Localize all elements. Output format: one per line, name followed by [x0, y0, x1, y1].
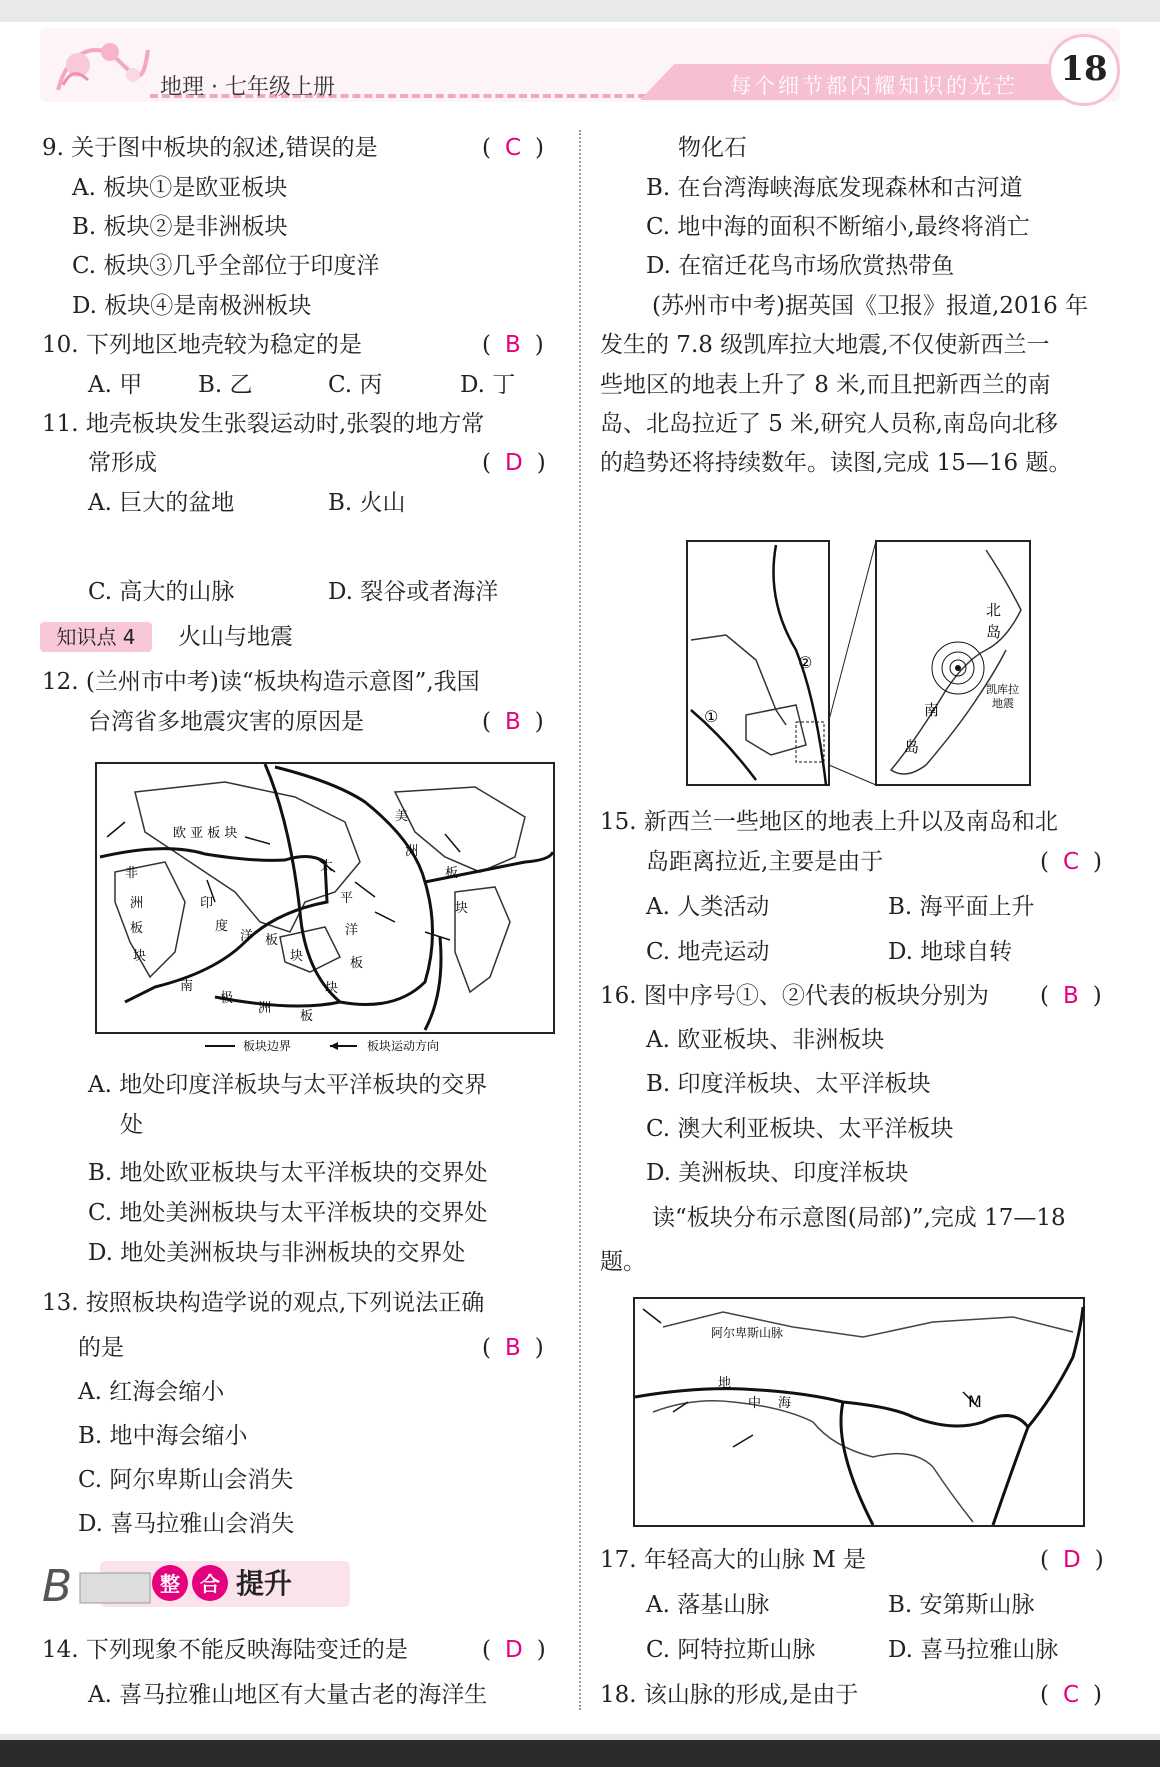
label-antarctic-4: 板	[300, 1009, 314, 1024]
q14-option-c: C. 地中海的面积不断缩小,最终将消亡	[646, 214, 1030, 240]
q17-answer-letter: D	[1062, 1547, 1081, 1573]
q16-option-d: D. 美洲板块、印度洋板块	[646, 1160, 909, 1186]
q13-option-d: D. 喜马拉雅山会消失	[78, 1511, 295, 1537]
q9-stem: 9. 关于图中板块的叙述,错误的是	[42, 135, 378, 161]
q13-stem-line2: 的是	[78, 1335, 124, 1361]
q9-option-b: B. 板块②是非洲板块	[72, 214, 288, 240]
book-subject: 地理 · 七年级上册	[160, 75, 335, 100]
label-america-2: 洲	[405, 844, 419, 859]
q16-option-a: A. 欧亚板块、非洲板块	[646, 1027, 885, 1053]
q10-option-c: C. 丙	[328, 372, 383, 398]
label-plate-1: ①	[704, 707, 719, 726]
q12-option-d: D. 地处美洲板块与非洲板块的交界处	[88, 1240, 466, 1266]
section-b-char-1: 整	[160, 1572, 180, 1596]
label-africa-3: 板	[130, 921, 144, 936]
q9-option-d: D. 板块④是南极洲板块	[72, 293, 312, 319]
q14-option-d: D. 在宿迁花鸟市场欣赏热带鱼	[646, 253, 955, 279]
q11-option-c: C. 高大的山脉	[88, 579, 235, 605]
label-india-2: 度	[215, 919, 229, 934]
q16-option-c: C. 澳大利亚板块、太平洋板块	[646, 1116, 954, 1142]
passage-line-4: 岛、北岛拉近了 5 米,研究人员称,南岛向北移	[600, 411, 1058, 437]
passage-line-5: 的趋势还将持续数年。读图,完成 15—16 题。	[600, 450, 1072, 476]
q17-stem: 17. 年轻高大的山脉 M 是	[600, 1547, 867, 1573]
passage-line-2: 发生的 7.8 级凯库拉大地震,不仅使新西兰一	[600, 332, 1050, 358]
book-stack-icon	[80, 1573, 150, 1603]
label-alps: 阿尔卑斯山脉	[711, 1326, 784, 1340]
q10-answer-letter: B	[504, 332, 521, 358]
q14-answer-letter: D	[504, 1637, 523, 1663]
legend-boundary: 板块边界	[243, 1039, 292, 1053]
motto: 每个细节都闪耀知识的光芒	[730, 74, 1018, 98]
zoom-line-bottom	[829, 765, 876, 785]
flourish-ornament	[48, 30, 158, 100]
q14-option-a-line1: A. 喜马拉雅山地区有大量古老的海洋生	[88, 1682, 488, 1708]
q13-answer: ( B )	[482, 1335, 544, 1361]
q9-option-c: C. 板块③几乎全部位于印度洋	[72, 253, 380, 279]
section-b-title: 提升	[236, 1567, 293, 1600]
q15-option-b: B. 海平面上升	[888, 894, 1035, 920]
q12-option-b: B. 地处欧亚板块与太平洋板块的交界处	[88, 1160, 488, 1186]
new-zealand-map	[686, 540, 1032, 788]
q17-intro-line2: 题。	[600, 1249, 646, 1275]
q12-stem-line2: 台湾省多地震灾害的原因是	[88, 709, 364, 735]
q18-answer: ( C )	[1040, 1682, 1103, 1708]
q16-answer-letter: B	[1062, 983, 1079, 1009]
q15-answer-letter: C	[1062, 849, 1080, 875]
q17-answer: ( D )	[1040, 1547, 1104, 1573]
q14-stem: 14. 下列现象不能反映海陆变迁的是	[42, 1637, 408, 1663]
label-africa-1: 非	[125, 866, 139, 881]
q11-answer: ( D )	[482, 450, 546, 476]
passage-line-3: 些地区的地表上升了 8 米,而且把新西兰的南	[600, 372, 1051, 398]
legend-direction: 板块运动方向	[367, 1039, 440, 1053]
q11-option-d: D. 裂谷或者海洋	[328, 579, 499, 605]
label-south-1: 南	[924, 701, 940, 719]
q17-option-a: A. 落基山脉	[646, 1592, 770, 1618]
label-antarctic-3: 洲	[258, 1001, 272, 1016]
q11-option-b: B. 火山	[328, 490, 406, 516]
label-america-4: 块	[455, 901, 469, 916]
q9-answer: ( C )	[482, 135, 545, 161]
q12-option-c: C. 地处美洲板块与太平洋板块的交界处	[88, 1200, 488, 1226]
q17-intro-line1: 读“板块分布示意图(局部)”,完成 17—18	[652, 1205, 1066, 1231]
label-pacific-5: 块	[325, 981, 339, 996]
q13-stem-line1: 13. 按照板块构造学说的观点,下列说法正确	[42, 1290, 485, 1316]
q14-option-b: B. 在台湾海峡海底发现森林和古河道	[646, 175, 1023, 201]
q9-answer-letter: C	[504, 135, 522, 161]
q17-option-c: C. 阿特拉斯山脉	[646, 1637, 816, 1663]
plate-distribution-map	[633, 1297, 1085, 1527]
q16-stem: 16. 图中序号①、②代表的板块分别为	[600, 983, 989, 1009]
label-pacific-2: 平	[340, 891, 354, 906]
page-header	[40, 28, 1120, 102]
page-number: 18	[1048, 34, 1120, 106]
q11-stem-line2: 常形成	[88, 450, 157, 476]
inset-right-frame	[876, 541, 1030, 785]
q14-option-a-line2: 物化石	[678, 135, 747, 161]
bottom-bar	[0, 1740, 1160, 1767]
q14-answer: ( D )	[482, 1637, 546, 1663]
q12-answer-letter: B	[504, 709, 521, 735]
q15-option-c: C. 地壳运动	[646, 939, 770, 965]
label-india-1: 印	[200, 896, 214, 911]
knowledge-point-title: 火山与地震	[178, 624, 293, 650]
label-africa-4: 块	[133, 949, 147, 964]
q13-option-b: B. 地中海会缩小	[78, 1423, 248, 1449]
q9-option-a: A. 板块①是欧亚板块	[72, 175, 288, 201]
q11-option-a: A. 巨大的盆地	[88, 490, 235, 516]
label-pacific-4: 板	[350, 956, 364, 971]
q13-option-a: A. 红海会缩小	[78, 1379, 225, 1405]
column-divider	[579, 130, 581, 1710]
q15-stem-line2: 岛距离拉近,主要是由于	[646, 849, 884, 875]
label-south-2: 岛	[904, 738, 920, 756]
label-america-1: 美	[395, 809, 409, 824]
q12-answer: ( B )	[482, 709, 544, 735]
knowledge-point-badge: 知识点 4	[40, 622, 152, 652]
q12-stem-line1: 12. (兰州市中考)读“板块构造示意图”,我国	[42, 669, 480, 695]
q10-option-a: A. 甲	[88, 372, 143, 398]
zoom-line-top	[829, 541, 876, 720]
q18-answer-letter: C	[1062, 1682, 1080, 1708]
passage-line-1: (苏州市中考)据英国《卫报》报道,2016 年	[652, 293, 1089, 319]
plate-tectonics-map	[95, 762, 555, 1056]
q13-option-c: C. 阿尔卑斯山会消失	[78, 1467, 294, 1493]
section-b-char-2: 合	[200, 1572, 220, 1596]
q10-answer: ( B )	[482, 332, 544, 358]
q16-option-b: B. 印度洋板块、太平洋板块	[646, 1071, 931, 1097]
q18-stem: 18. 该山脉的形成,是由于	[600, 1682, 859, 1708]
section-b-banner	[40, 1555, 350, 1613]
label-pacific-1: 太	[320, 859, 334, 874]
q17-option-d: D. 喜马拉雅山脉	[888, 1637, 1059, 1663]
q15-option-d: D. 地球自转	[888, 939, 1013, 965]
q10-option-d: D. 丁	[460, 372, 516, 398]
label-antarctic-2: 极	[220, 991, 234, 1006]
q10-stem: 10. 下列地区地壳较为稳定的是	[42, 332, 362, 358]
q11-stem-line1: 11. 地壳板块发生张裂运动时,张裂的地方常	[42, 411, 485, 437]
epicenter-dot	[955, 665, 961, 671]
q12-option-a-line1: A. 地处印度洋板块与太平洋板块的交界	[88, 1072, 488, 1098]
q17-option-b: B. 安第斯山脉	[888, 1592, 1035, 1618]
q11-answer-letter: D	[504, 450, 523, 476]
label-india-4: 板	[265, 933, 279, 948]
q15-answer: ( C )	[1040, 849, 1103, 875]
label-antarctic-1: 南	[180, 979, 194, 994]
q15-stem-line1: 15. 新西兰一些地区的地表上升以及南岛和北	[600, 809, 1058, 835]
label-pacific-3: 洋	[345, 923, 359, 938]
label-india-5: 块	[290, 949, 304, 964]
q16-answer: ( B )	[1040, 983, 1102, 1009]
label-med-3: 海	[778, 1396, 792, 1411]
label-eurasia: 欧 亚 板 块	[173, 826, 238, 841]
label-north-2: 岛	[986, 623, 1002, 641]
legend-arrow-head	[330, 1042, 338, 1050]
label-med-2: 中	[748, 1396, 762, 1411]
label-plate-2: ②	[798, 653, 813, 672]
q12-option-a-line2: 处	[120, 1112, 143, 1138]
label-africa-2: 洲	[130, 896, 144, 911]
label-india-3: 洋	[240, 929, 254, 944]
label-quake-2: 地震	[992, 697, 1014, 710]
q10-option-b: B. 乙	[198, 372, 253, 398]
label-med-1: 地	[718, 1376, 732, 1391]
q13-answer-letter: B	[504, 1335, 521, 1361]
q15-option-a: A. 人类活动	[646, 894, 770, 920]
section-b-letter: B	[42, 1561, 73, 1612]
label-quake-1: 凯库拉	[986, 683, 1019, 696]
label-north-1: 北	[986, 601, 1002, 619]
label-m: M	[968, 1392, 982, 1411]
label-america-3: 板	[445, 866, 459, 881]
